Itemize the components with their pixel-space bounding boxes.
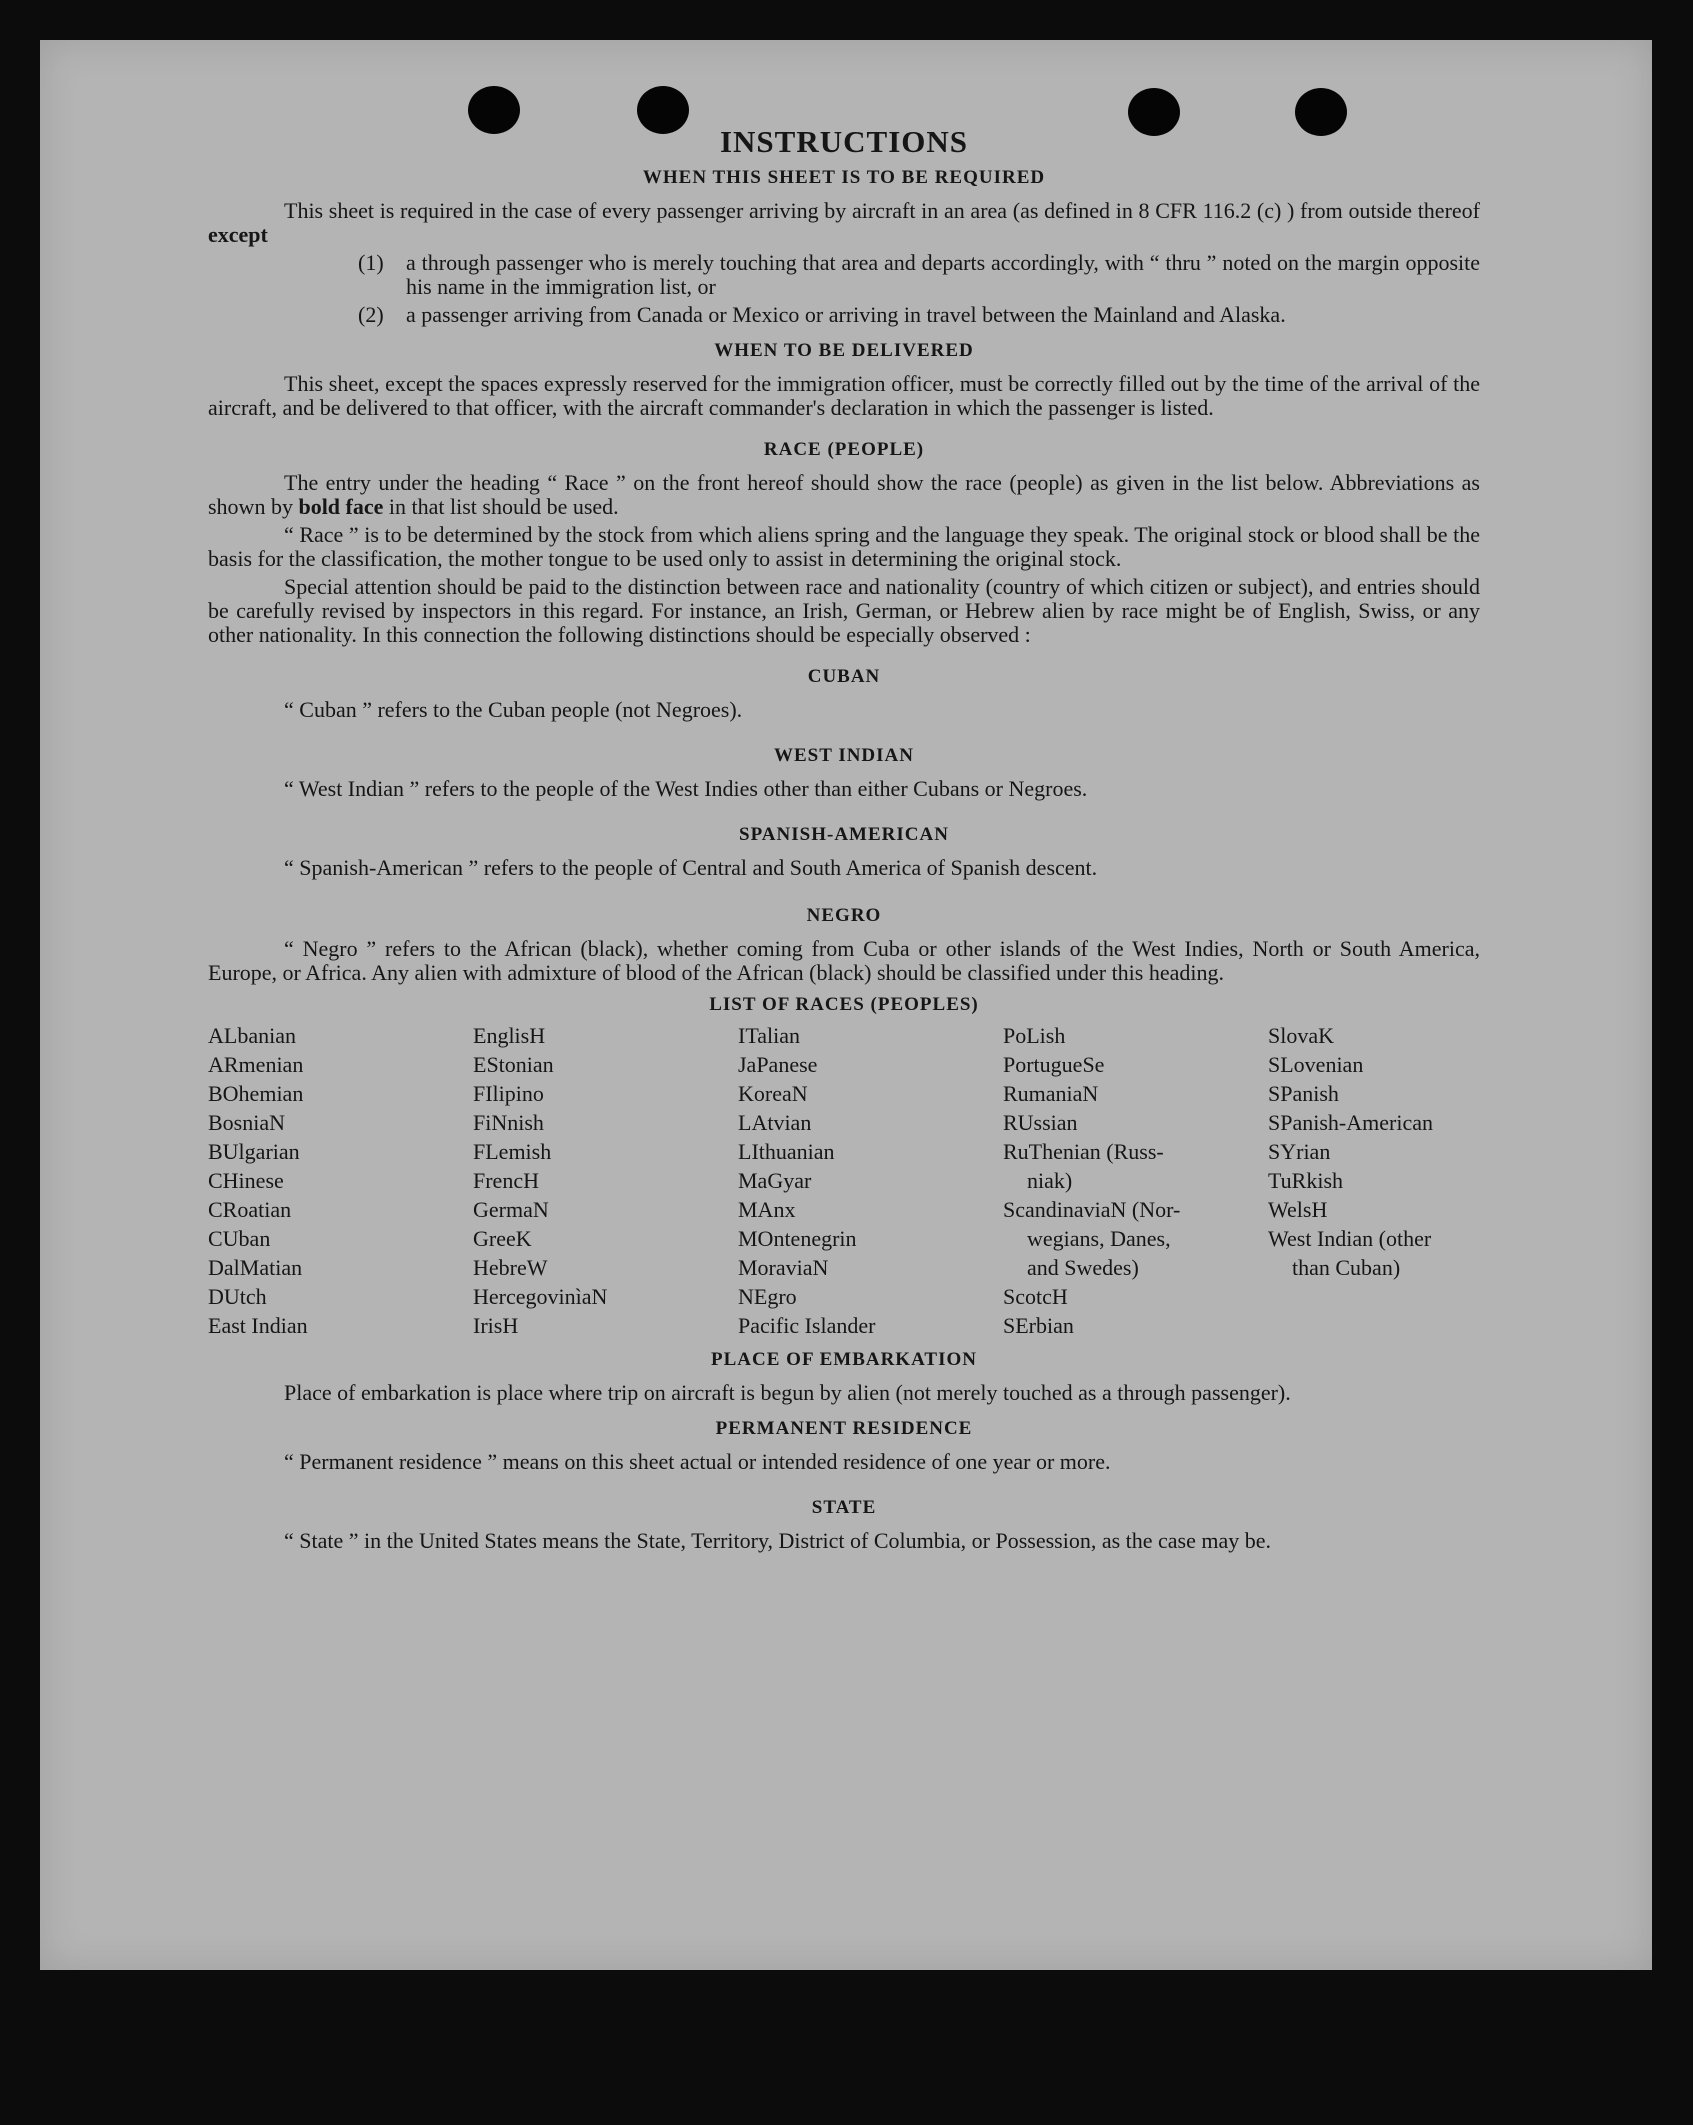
race-entry: SLovenian	[1268, 1052, 1364, 1077]
race-entry: Pacific Islander	[738, 1313, 876, 1338]
race-entry: SPanish-American	[1268, 1110, 1433, 1135]
punch-hole	[1295, 88, 1347, 136]
race-entry: niak)	[1027, 1168, 1073, 1193]
race-entry: PoLish	[1003, 1023, 1066, 1048]
races-list	[208, 1021, 1480, 1340]
race-paragraph: “ Race ” is to be determined by the stock from which aliens spring and the language they speak. The original stock or blood shall be the basis for the classification, the mother tongue to be used only to assist in determining the original stock.	[208, 522, 1480, 571]
exception-item	[358, 303, 1480, 327]
race-entry: EnglisH	[473, 1023, 546, 1048]
race-entry: ScotcH	[1003, 1284, 1068, 1309]
race-entry: RUssian	[1003, 1110, 1078, 1135]
race-entry: GermaN	[473, 1197, 549, 1222]
race-entry: LIthuanian	[738, 1139, 835, 1164]
delivered-text: This sheet, except the spaces expressly reserved for the immigration officer, must be correctly filled out by the time of the arrival of the aircraft, and be delivered to that officer, with the aircraft commander's declaration in which the passenger is listed.	[208, 371, 1480, 420]
race-entry: DUtch	[208, 1284, 267, 1309]
race-entry: WelsH	[1268, 1197, 1328, 1222]
section-heading-state: STATE	[811, 1497, 877, 1518]
section-heading-delivered: WHEN TO BE DELIVERED	[714, 340, 974, 361]
race-entry	[1268, 1311, 1480, 1340]
spanish-american-text: “ Spanish-American ” refers to the people of Central and South America of Spanish descent.	[284, 855, 1098, 880]
race-entry: ALbanian	[208, 1023, 296, 1048]
section-heading-cuban: CUBAN	[807, 666, 881, 687]
race-entry: BUlgarian	[208, 1139, 300, 1164]
race-entry: CHinese	[208, 1168, 284, 1193]
race-entry: RumaniaN	[1003, 1081, 1099, 1106]
race-entry: ARmenian	[208, 1052, 304, 1077]
embarkation-text: Place of embarkation is place where trip on aircraft is begun by alien (not merely touched as a through passenger).	[284, 1380, 1291, 1405]
exception-number: (2)	[358, 302, 384, 327]
race-entry: East Indian	[208, 1313, 308, 1338]
section-heading-race: RACE (PEOPLE)	[763, 439, 925, 460]
race-entry: CUban	[208, 1226, 271, 1251]
race-entry: SYrian	[1268, 1139, 1331, 1164]
cuban-text: “ Cuban ” refers to the Cuban people (not Negroes).	[284, 697, 743, 722]
section-heading-west-indian: WEST INDIAN	[774, 745, 914, 766]
race-entry: PortugueSe	[1003, 1052, 1105, 1077]
race-entry: SPanish	[1268, 1081, 1339, 1106]
section-heading-embarkation: PLACE OF EMBARKATION	[711, 1349, 977, 1370]
race-entry	[1268, 1282, 1480, 1311]
race-entry: BOhemian	[208, 1081, 304, 1106]
race-entry: than Cuban)	[1292, 1255, 1401, 1280]
section-heading-spanish-american: SPANISH-AMERICAN	[739, 824, 949, 845]
residence-text: “ Permanent residence ” means on this sheet actual or intended residence of one year or more.	[284, 1449, 1111, 1474]
race-entry: NEgro	[738, 1284, 797, 1309]
race-entry: ScandinaviaN (Nor-	[1003, 1197, 1181, 1222]
punch-hole	[637, 86, 689, 134]
punch-hole	[1128, 88, 1180, 136]
required-intro: This sheet is required in the case of every passenger arriving by aircraft in an area (as defined in 8 CFR 116.2 (c) ) from outside thereof except	[208, 198, 1480, 247]
race-entry: wegians, Danes,	[1027, 1226, 1171, 1251]
race-entry: KoreaN	[738, 1081, 808, 1106]
race-paragraph: Special attention should be paid to the distinction between race and nationality (country of which citizen or subject), and entries should be carefully revised by inspectors in this regard. For instance, an Irish, German, or Hebrew alien by race might be of English, Swiss, or any other nationality. In this connection the following distinctions should be especially observed :	[208, 574, 1480, 647]
race-entry: West Indian (other	[1268, 1226, 1432, 1251]
race-entry: FrencH	[473, 1168, 539, 1193]
race-entry: FLemish	[473, 1139, 552, 1164]
section-heading-list: LIST OF RACES (PEOPLES)	[709, 994, 979, 1015]
race-entry: SlovaK	[1268, 1023, 1334, 1048]
section-heading-negro: NEGRO	[806, 905, 882, 926]
race-entry: HebreW	[473, 1255, 548, 1280]
west-indian-text: “ West Indian ” refers to the people of the West Indies other than either Cubans or Negroes.	[284, 776, 1088, 801]
race-entry: MoraviaN	[738, 1255, 829, 1280]
race-entry: MaGyar	[738, 1168, 812, 1193]
instructions-content	[208, 124, 1480, 1553]
page-title: INSTRUCTIONS	[719, 124, 968, 159]
race-entry: HercegovinìaN	[473, 1284, 608, 1309]
race-entry: LAtvian	[738, 1110, 812, 1135]
exception-item	[358, 251, 1480, 299]
negro-text: “ Negro ” refers to the African (black), whether coming from Cuba or other islands of the West Indies, North or South America, Europe, or Africa. Any alien with admixture of blood of the African (black) should be classified under this heading.	[208, 936, 1480, 985]
race-entry: and Swedes)	[1027, 1255, 1139, 1280]
race-entry: IrisH	[473, 1313, 519, 1338]
race-entry: FiNnish	[473, 1110, 544, 1135]
race-entry: JaPanese	[738, 1052, 818, 1077]
race-entry: SErbian	[1003, 1313, 1074, 1338]
punch-hole	[468, 86, 520, 134]
race-entry: RuThenian (Russ-	[1003, 1139, 1164, 1164]
race-entry: DalMatian	[208, 1255, 303, 1280]
exception-text: a passenger arriving from Canada or Mexico or arriving in travel between the Mainland and Alaska.	[406, 302, 1286, 327]
race-entry: GreeK	[473, 1226, 532, 1251]
section-heading-residence: PERMANENT RESIDENCE	[715, 1418, 973, 1439]
race-entry: TuRkish	[1268, 1168, 1344, 1193]
race-entry: ITalian	[738, 1023, 800, 1048]
race-entry: EStonian	[473, 1052, 554, 1077]
race-entry: CRoatian	[208, 1197, 292, 1222]
race-paragraph: The entry under the heading “ Race ” on the front hereof should show the race (people) as given in the list below. Abbreviations as shown by bold face in that list should be used.	[208, 470, 1480, 519]
race-entry: BosniaN	[208, 1110, 285, 1135]
section-heading-required: WHEN THIS SHEET IS TO BE REQUIRED	[642, 167, 1046, 188]
exception-text: a through passenger who is merely touching that area and departs accordingly, with “ thru ” noted on the margin opposite his name in the immigration list, or	[406, 250, 1480, 299]
race-entry: FIlipino	[473, 1081, 544, 1106]
exception-number: (1)	[358, 250, 384, 275]
state-text: “ State ” in the United States means the State, Territory, District of Columbia, or Possession, as the case may be.	[284, 1528, 1272, 1553]
race-entry: MAnx	[738, 1197, 796, 1222]
race-entry: MOntenegrin	[738, 1226, 857, 1251]
